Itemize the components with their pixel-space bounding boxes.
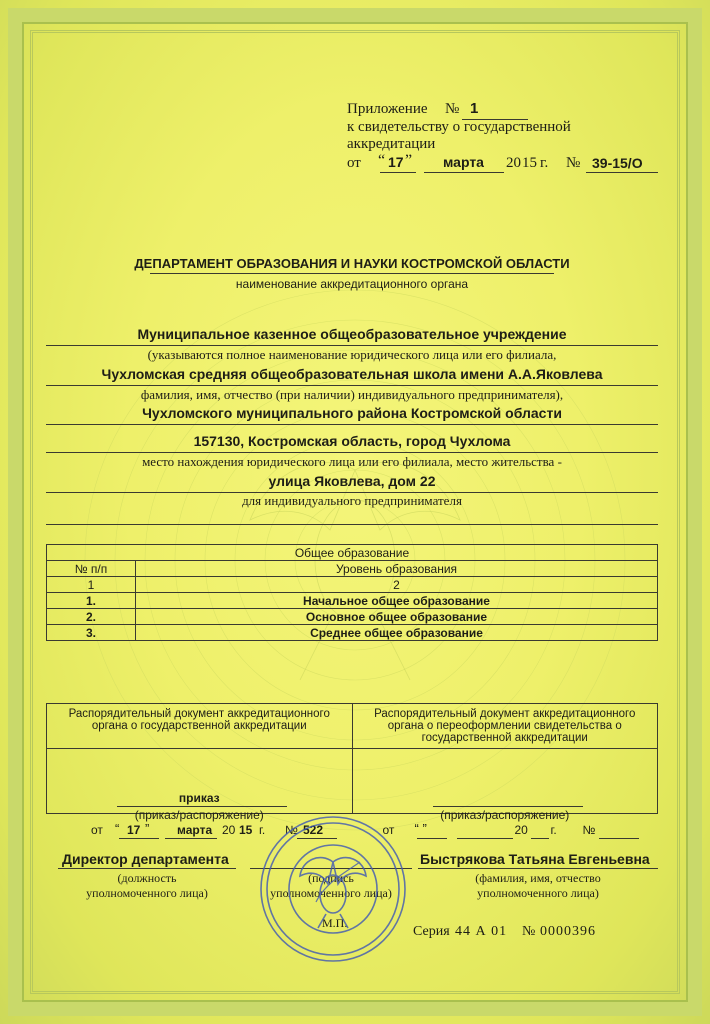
decree-left-type-line — [117, 806, 287, 807]
table-row — [47, 609, 658, 625]
appendix-line3: аккредитации — [347, 136, 436, 152]
organ-line — [150, 273, 554, 274]
row-level: Начальное общее образование — [136, 593, 658, 609]
decree-right-type-line — [433, 806, 583, 807]
decree-right-no: № — [582, 823, 596, 837]
decree-right-month-line — [457, 838, 513, 839]
institution-line1-rule — [46, 345, 658, 346]
organ-name: ДЕПАРТАМЕНТ ОБРАЗОВАНИЯ И НАУКИ КОСТРОМСКОЙ ОБЛАСТИ — [134, 256, 570, 271]
decree-left-month-line — [165, 838, 217, 839]
col-index-2: 2 — [136, 577, 658, 593]
appendix-no-sign2: № — [566, 155, 581, 171]
signer-position-caption1: (должность — [117, 871, 177, 885]
decree-left-head: Распорядительный документ аккредитационного органа о государственной аккредитации — [47, 704, 353, 749]
official-seal-stamp — [256, 812, 410, 966]
signature-caption1: (подпись — [308, 871, 354, 885]
serial-label: Серия — [413, 924, 450, 939]
appendix-line2: к свидетельству о государственной — [347, 119, 571, 135]
decree-right-quotes: “ ” — [414, 821, 427, 836]
serial-no-sign: № — [522, 924, 536, 939]
appendix-day: 17 — [388, 154, 404, 170]
decree-left-day: 17 — [127, 823, 141, 837]
row-level: Среднее общее образование — [136, 625, 658, 641]
row-number: 2. — [47, 609, 136, 625]
decree-left-ot: от — [91, 823, 103, 837]
decree-left-type: приказ — [178, 791, 220, 805]
col-number-header: № п/п — [47, 561, 136, 577]
decree-right-caption: (приказ/распоряжение) — [440, 808, 570, 822]
signer-name-line — [418, 868, 658, 869]
row-number: 1. — [47, 593, 136, 609]
table-row — [47, 577, 658, 593]
appendix-ot: от — [347, 155, 361, 171]
decree-table — [46, 703, 658, 837]
serial-number: 0000396 — [540, 924, 596, 939]
appendix-month-line — [424, 172, 504, 173]
decree-right-head: Распорядительный документ аккредитационного органа о переоформлении свидетельства о государственной аккредитации — [352, 704, 658, 749]
institution-address2: улица Яковлева, дом 22 — [268, 473, 436, 489]
decree-left-q-close: ” — [145, 821, 150, 836]
row-number: 3. — [47, 625, 136, 641]
appendix-label: Приложение — [347, 101, 428, 117]
education-title: Общее образование — [47, 545, 658, 561]
serial-series: 44 А 01 — [455, 924, 508, 939]
signer-position-line — [58, 868, 236, 869]
table-row — [47, 593, 658, 609]
decree-right-ot: от — [382, 823, 395, 837]
appendix-year-prefix: 20 — [506, 155, 521, 171]
appendix-month: марта — [443, 154, 484, 170]
decree-right-body — [352, 749, 658, 837]
decree-right-number-line — [599, 838, 639, 839]
decree-left-number: 522 — [303, 823, 324, 837]
signer-name: Быстрякова Татьяна Евгеньевна — [420, 851, 650, 867]
institution-address1: 157130, Костромская область, город Чухлома — [193, 433, 511, 449]
appendix-quote-close: ” — [405, 152, 413, 169]
appendix-year-suffix: г. — [540, 155, 549, 171]
col-level-header: Уровень образования — [136, 561, 658, 577]
decree-right-year-prefix: 20 — [514, 823, 528, 837]
decree-right-year-suffix: г. — [550, 823, 557, 837]
institution-line2-rule — [46, 385, 658, 386]
signer-name-caption1: (фамилия, имя, отчество — [475, 871, 601, 885]
institution-caption1: (указываются полное наименование юридического лица или его филиала, — [147, 347, 557, 362]
table-row — [47, 704, 658, 749]
institution-line3: Чухломского муниципального района Костромской области — [142, 405, 562, 421]
institution-caption3: место нахождения юридического лица или его филиала, место жительства - — [142, 454, 562, 469]
appendix-number: 1 — [470, 100, 479, 117]
decree-left-q-open: “ — [115, 821, 120, 836]
decree-left-day-line — [119, 838, 159, 839]
education-table — [46, 544, 658, 641]
decree-left-no: № — [285, 823, 298, 837]
col-index-1: 1 — [47, 577, 136, 593]
table-row — [47, 561, 658, 577]
institution-caption2: фамилия, имя, отчество (при наличии) индивидуального предпринимателя), — [140, 387, 564, 402]
decree-left-month: марта — [177, 823, 213, 837]
decree-left-body — [47, 749, 353, 837]
decree-left-caption: (приказ/распоряжение) — [134, 808, 264, 822]
decree-right-year-line — [531, 838, 549, 839]
appendix-no-sign: № — [445, 101, 460, 117]
institution-line1: Муниципальное казенное общеобразовательное учреждение — [137, 326, 567, 342]
signer-position-caption2: уполномоченного лица) — [86, 886, 208, 900]
appendix-quote-open: “ — [378, 152, 386, 169]
decree-right-day-line — [417, 838, 447, 839]
table-row — [47, 545, 658, 561]
decree-left-year: 15 — [239, 823, 253, 837]
institution-blank-rule — [46, 524, 658, 525]
decree-left-year-suffix: г. — [259, 823, 266, 837]
table-row — [47, 749, 658, 814]
organ-caption: наименование аккредитационного органа — [235, 277, 469, 291]
institution-address1-rule — [46, 452, 658, 453]
appendix-cert-line — [586, 172, 658, 173]
appendix-year: 15 — [522, 155, 537, 171]
decree-left-year-prefix: 20 — [222, 823, 236, 837]
institution-line2: Чухломская средняя общеобразовательная школа имени А.А.Яковлева — [101, 366, 603, 382]
signer-name-caption2: уполномоченного лица) — [477, 886, 599, 900]
appendix-day-line — [380, 172, 416, 173]
mp-label: М.П. — [322, 916, 348, 930]
appendix-cert-number: 39-15/О — [592, 155, 643, 171]
table-row — [47, 625, 658, 641]
institution-caption4: для индивидуального предпринимателя — [242, 493, 462, 508]
signature-caption2: уполномоченного лица) — [270, 886, 392, 900]
institution-line3-rule — [46, 424, 658, 425]
signer-position: Директор департамента — [62, 851, 229, 867]
row-level: Основное общее образование — [136, 609, 658, 625]
